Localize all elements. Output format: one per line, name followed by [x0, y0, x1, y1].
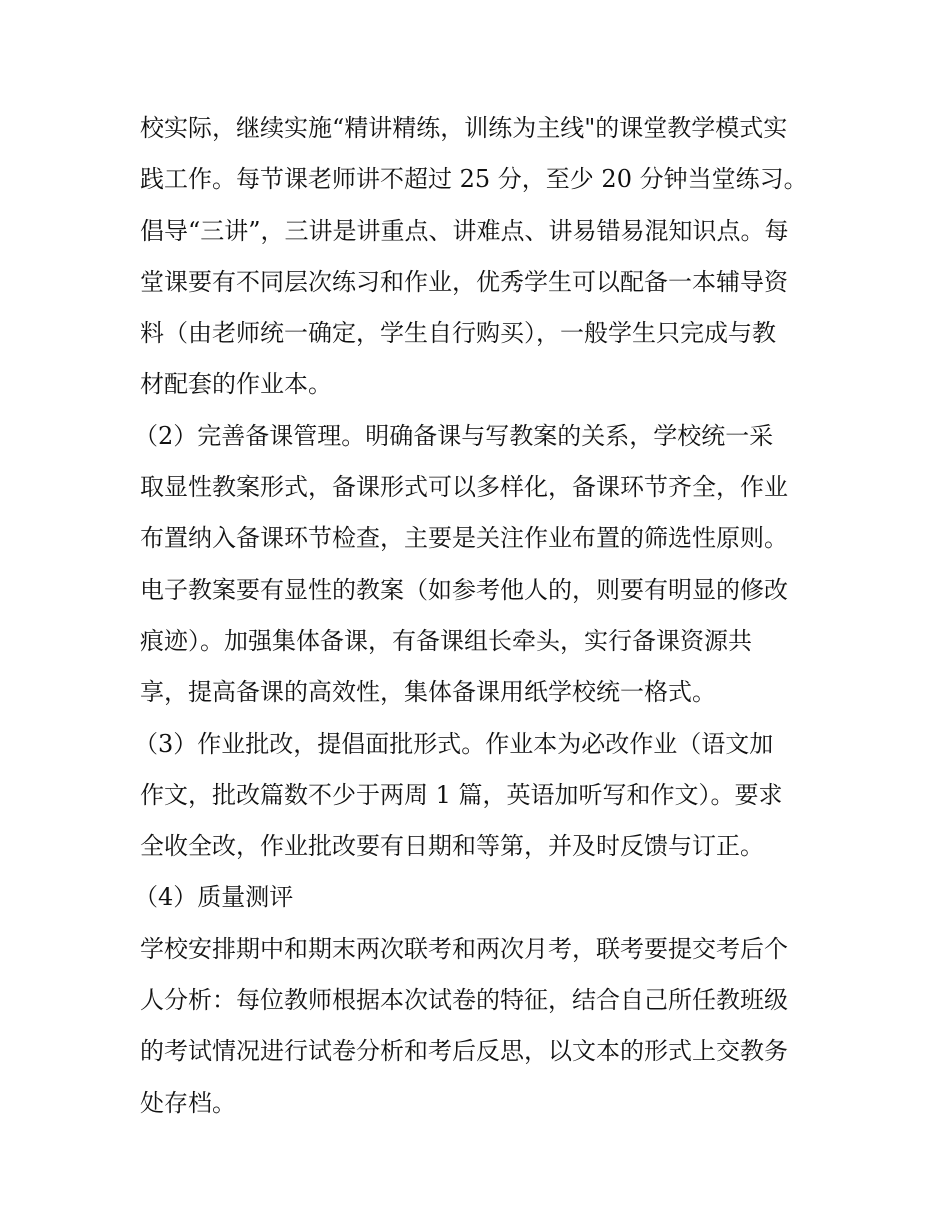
text-line-1: 校实际，继续实施“精讲精练，训练为主线"的课堂教学模式实	[140, 114, 788, 142]
section-4-heading-line: （4）质量测评	[134, 883, 294, 912]
text-line-8: 取显性教案形式，备课形式可以多样化，备课环节齐全，作业	[140, 473, 788, 502]
text-line-2: 践工作。每节课老师讲不超过 25 分，至少 20 分钟当堂练习。	[140, 165, 808, 194]
text-line-12: 享，提高备课的高效性，集体备课用纸学校统一格式。	[140, 678, 716, 707]
text-line-4: 堂课要有不同层次练习和作业，优秀学生可以配备一本辅导资	[140, 267, 788, 296]
text-line-10: 电子教案要有显性的教案（如参考他人的，则要有明显的修改	[140, 575, 788, 604]
section-2-heading-line: （2）完善备课管理。明确备课与写教案的关系，学校统一采	[134, 421, 774, 450]
text-line-3: 倡导“三讲”，三讲是讲重点、讲难点、讲易错易混知识点。每	[140, 216, 789, 245]
text-line-17: 学校安排期中和期末两次联考和两次月考，联考要提交考后个	[140, 934, 788, 963]
text-line-18: 人分析：每位教师根据本次试卷的特征，结合自己所任教班级	[140, 986, 788, 1015]
text-line-20: 处存档。	[140, 1088, 236, 1117]
text-line-14: 作文，批改篇数不少于两周 1 篇，英语加听写和作文）。要求	[140, 780, 783, 809]
document-body	[134, 103, 820, 1129]
text-line-5: 料（由老师统一确定，学生自行购买），一般学生只完成与教	[140, 319, 776, 348]
text-line-15: 全收全改，作业批改要有日期和等第，并及时反馈与订正。	[140, 832, 764, 861]
text-line-6: 材配套的作业本。	[140, 370, 332, 399]
text-line-11: 痕迹）。加强集体备课，有备课组长牵头，实行备课资源共	[140, 626, 752, 655]
text-line-19: 的考试情况进行试卷分析和考后反思，以文本的形式上交教务	[140, 1037, 788, 1066]
section-3-heading-line: （3）作业批改，提倡面批形式。作业本为必改作业（语文加	[134, 729, 774, 758]
text-line-9: 布置纳入备课环节检查，主要是关注作业布置的筛选性原则。	[140, 524, 788, 553]
